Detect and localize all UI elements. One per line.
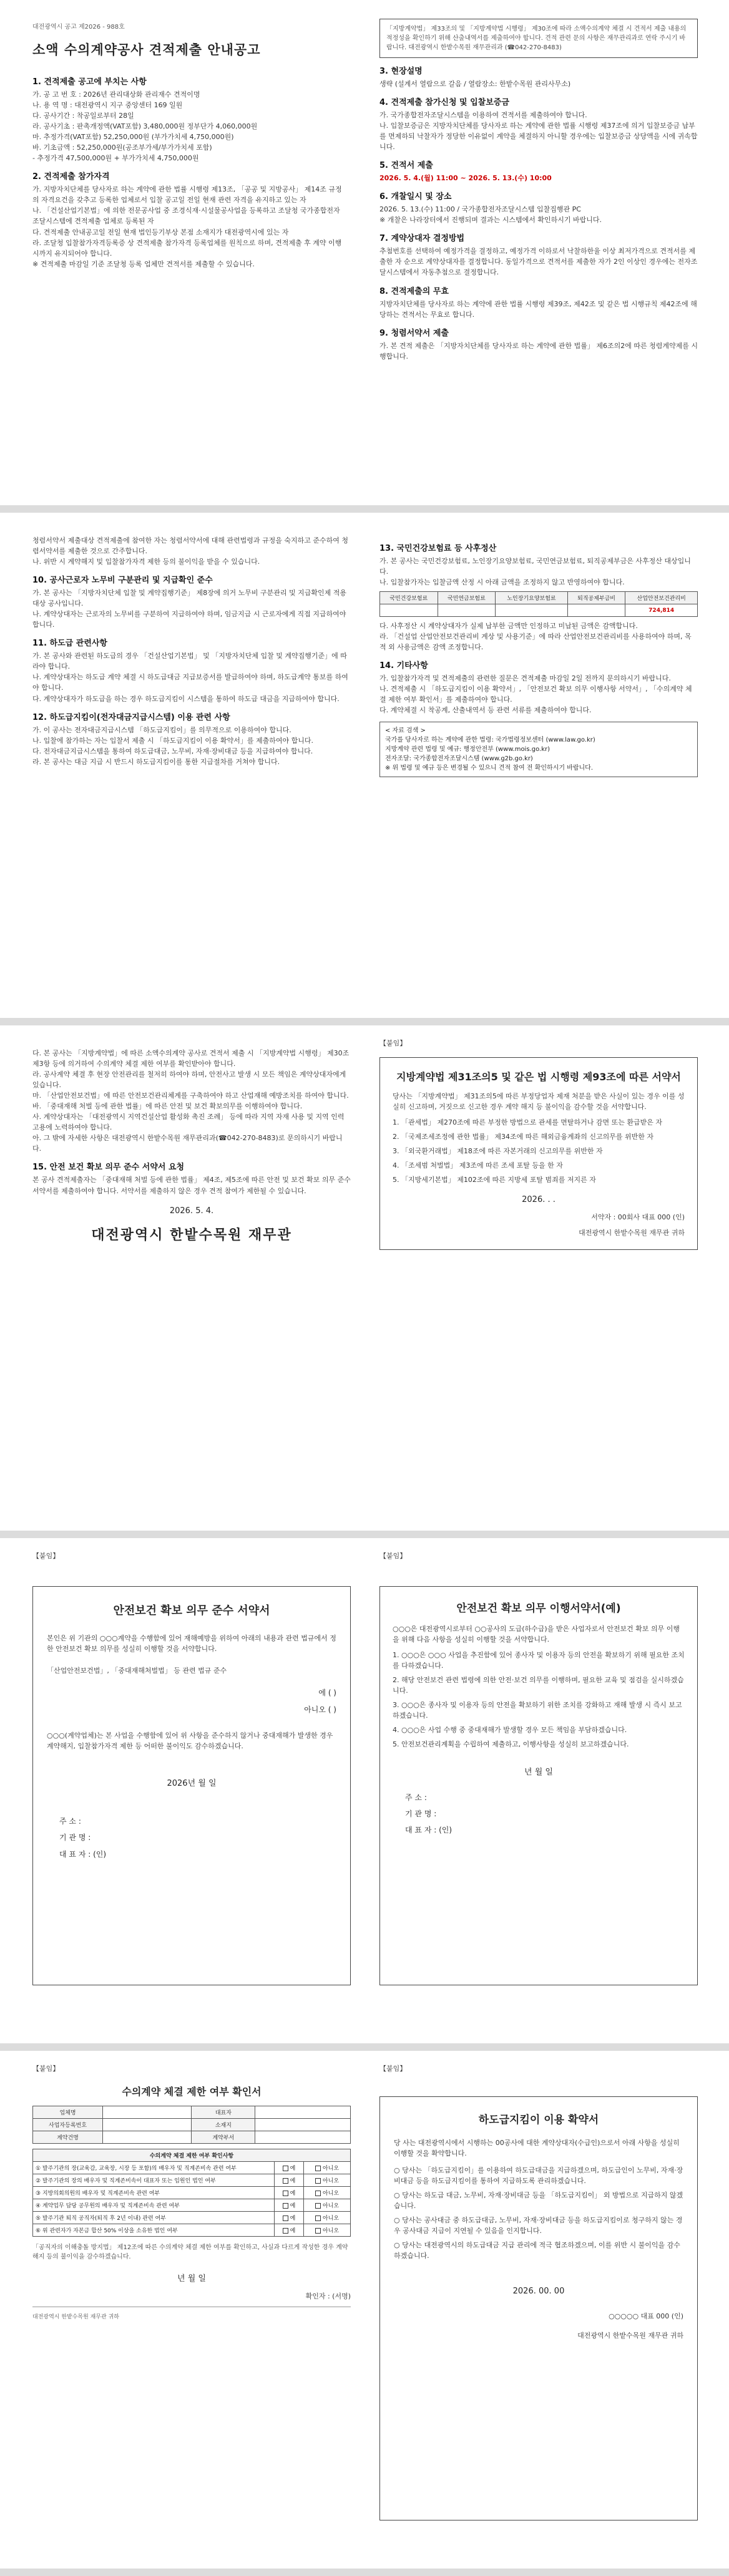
section-3-title: 3. 현장설명 bbox=[379, 67, 423, 76]
table-row bbox=[33, 2162, 351, 2174]
restriction-section-label: 수의계약 체결 제한 여부 확인사항 bbox=[33, 2149, 351, 2162]
section-2-body: 가. 지방자치단체를 당사자로 하는 계약에 관한 법률 시행령 제13조, 「공공 및 지방공사」 제14조 규정의 자격요건을 갖추고 등록한 업체로서 입찰 공고일 전일 현재 관련 자격을 유지하고 있는 자 나. 「건설산업기본법」에 의한 전문공사업 중 조경식재·시설물공사업을 등록하고 조달청 국가종합전자조달시스템에 견적제출 업체로 등록된 자 다. 견적제출 안내공고일 전일 현재 법인등기부상 본점 소재지가 대전광역시에 있는 자 라. 조달청 입찰참가자격등록증 상 견적제출 참가자격 등록업체를 원칙으로 하며, 견적제출 후 계약 이행 시까지 유지되어야 합니다. ※ 견적제출 마감일 기준 조달청 등록 업체만 견적서를 제출할 수 있습니다. bbox=[32, 185, 342, 268]
notice-date: 2026. 5. 4. bbox=[169, 1206, 214, 1216]
page-1 bbox=[0, 0, 729, 505]
checkbox-icon bbox=[283, 2203, 288, 2209]
address-input[interactable] bbox=[255, 2119, 351, 2131]
subcontract-guard-recipient: 대전광역시 한밭수목원 재무관 귀하 bbox=[577, 2331, 683, 2340]
section-6-title: 6. 개찰일시 및 장소 bbox=[379, 192, 452, 202]
contract-restriction-title: 수의계약 체결 제한 여부 확인서 bbox=[122, 2086, 262, 2098]
safety-pledge-intro: 본인은 위 기관의 ○○○계약을 수행함에 있어 재해예방을 위하여 아래의 내용과 관련 법규에서 정한 안전보건 확보 의무를 성실히 이행할 것을 서약합니다. bbox=[47, 1634, 336, 1654]
restriction-check-item: ① 발주기관의 장(교육감, 교육장, 시장 등 포함)의 배우자 및 직계존비속 관련 여부 bbox=[33, 2162, 275, 2174]
attachment-label: 【붙임】 bbox=[379, 1039, 407, 1047]
subcontract-guard-item: ○ 당사는 「하도급지킴이」를 이용하여 하도급대금을 지급하겠으며, 하도급인이 노무비, 자재·장비대금 등을 하도급지킴이를 통하여 지급하도록 관리하겠습니다. bbox=[394, 2166, 683, 2186]
restriction-check-item: ⑥ 위 관련자가 자본금 합산 50% 이상을 소유한 법인 여부 bbox=[33, 2224, 275, 2237]
yes-checkbox[interactable]: 예 bbox=[274, 2187, 303, 2199]
safety-pledge-form bbox=[32, 1586, 351, 1985]
subcontract-guard-item: ○ 당사는 공사대금 중 하도급대금, 노무비, 자재·장비대금 등을 하도급지킴이로 청구하지 않는 경우 공사대금 지급이 지연될 수 있음을 인지합니다. bbox=[394, 2216, 683, 2235]
subcontract-guard-items bbox=[394, 2165, 683, 2261]
page-3 bbox=[0, 1025, 729, 1531]
pledge-item: 5. 「지방세기본법」 제102조에 따른 지방세 포탈 범죄를 저지른 자 bbox=[393, 1176, 596, 1184]
pledge-form-title: 지방계약법 제31조의5 및 같은 법 시행령 제93조에 따른 서약서 bbox=[396, 1071, 681, 1083]
subcontract-guard-date: 2026. 00. 00 bbox=[512, 2286, 565, 2296]
checkbox-icon bbox=[283, 2191, 288, 2196]
restriction-check-item: ⑤ 발주기관 퇴직 공직자(퇴직 후 2년 이내) 관련 여부 bbox=[33, 2212, 275, 2224]
table-row bbox=[33, 2106, 351, 2119]
safety-implementation-form bbox=[379, 1586, 698, 1985]
insurance-cell bbox=[496, 604, 568, 617]
contract-name-input[interactable] bbox=[102, 2131, 192, 2144]
subcontract-guard-title: 하도급지킴이 이용 확약서 bbox=[478, 2114, 599, 2127]
section-14-body: 가. 입찰참가자격 및 견적제출의 관련한 질문은 견적제출 마감일 2일 전까지 문의하시기 바랍니다. 나. 견적제출 시 「하도급지킴이 이용 확약서」, 「안전보건 확보 의무 이행사항 서약서」, 「수의계약 체결 제한 여부 확인서」를 제출하여야 합니다. 다. 계약체결 시 착공계, 산출내역서 등 관련 서류를 제출하여야 합니다. bbox=[379, 674, 692, 715]
section-14-title: 14. 기타사항 bbox=[379, 661, 428, 671]
restriction-check-item: ③ 지방의회의원의 배우자 및 직계존비속 관련 여부 bbox=[33, 2187, 275, 2199]
yes-checkbox[interactable]: 예 bbox=[274, 2212, 303, 2224]
table-row bbox=[33, 2119, 351, 2131]
pledge-item: 1. 「관세법」 제270조에 따른 부정한 방법으로 관세를 면탈하거나 감면 또는 환급받은 자 bbox=[393, 1118, 662, 1127]
submission-period: 2026. 5. 4.(월) 11:00 ~ 2026. 5. 13.(수) 10:00 bbox=[379, 174, 552, 183]
address-label: 소재지 bbox=[192, 2119, 255, 2131]
section-6-body: 2026. 5. 13.(수) 11:00 / 국가종합전자조달시스템 입찰집행관 PC ※ 개찰은 나라장터에서 진행되며 결과는 시스템에서 확인하시기 바랍니다. bbox=[379, 205, 602, 225]
no-checkbox[interactable]: 아니오 bbox=[304, 2174, 351, 2187]
section-5-title: 5. 견적서 제출 bbox=[379, 161, 433, 171]
insurance-col-header: 국민건강보험료 bbox=[380, 592, 438, 604]
page2-left-column bbox=[32, 535, 351, 1009]
table-row bbox=[33, 2224, 351, 2237]
attachment-label: 【붙임】 bbox=[32, 2065, 60, 2073]
page2-right-column bbox=[379, 535, 698, 1009]
checkbox-icon bbox=[315, 2215, 321, 2221]
section-13-title: 13. 국민건강보험료 등 사후정산 bbox=[379, 544, 497, 553]
safety-pledge-title: 안전보건 확보 의무 준수 서약서 bbox=[113, 1604, 270, 1618]
page5-right-column bbox=[379, 2063, 698, 2562]
contract-dept-label: 계약부서 bbox=[192, 2131, 255, 2144]
section-15-title: 15. 안전 보건 확보 의무 준수 서약서 요청 bbox=[32, 1163, 185, 1173]
section-12-title: 12. 하도급지킴이(전자대금지급시스템) 이용 관련 사항 bbox=[32, 712, 230, 722]
company-input[interactable] bbox=[102, 2106, 192, 2119]
section-13-after: 다. 사후정산 시 계약상대자가 실제 납부한 금액만 인정하고 미납된 금액은 감액합니다. 라. 「건설업 산업안전보건관리비 계상 및 사용기준」에 따라 산업안전보건관리비를 사용하여야 하며, 목적 외 사용금액은 감액 조정합니다. bbox=[379, 622, 692, 652]
yes-field[interactable]: 에 ( ) bbox=[318, 1688, 336, 1698]
pledge-date: 2026. . . bbox=[522, 1195, 555, 1205]
checkbox-icon bbox=[315, 2203, 321, 2209]
page1-left-column bbox=[32, 69, 345, 499]
page3-right-column bbox=[379, 1038, 698, 1524]
insurance-cell bbox=[380, 604, 438, 617]
safety-pledge-date: 2026년 월 일 bbox=[167, 1779, 217, 1789]
pledge-form-intro: 당사는 「지방계약법」 제31조의5에 따른 부정당업자 제재 처분을 받은 사실이 있는 경우 이를 성실히 신고하며, 거짓으로 신고한 경우 계약 해지 등 불이익을 감수할 것을 서약합니다. bbox=[393, 1092, 685, 1111]
insurance-table-header-row bbox=[380, 592, 698, 604]
issuing-organization: 대전광역시 한밭수목원 재무관 bbox=[91, 1227, 292, 1243]
safety-implementation-signature: 주 소 : 기 관 명 : 대 표 자 : (인) bbox=[405, 1793, 453, 1835]
contract-dept-input[interactable] bbox=[255, 2131, 351, 2144]
restriction-bottom: 대전광역시 한밭수목원 재무관 귀하 bbox=[32, 2314, 119, 2321]
no-checkbox[interactable]: 아니오 bbox=[304, 2199, 351, 2212]
biz-no-label: 사업자등록번호 bbox=[33, 2119, 103, 2131]
contract-name-label: 계약건명 bbox=[33, 2131, 103, 2144]
no-checkbox[interactable]: 아니오 bbox=[304, 2162, 351, 2174]
insurance-col-header: 산업안전보건관리비 bbox=[625, 592, 698, 604]
subcontract-guard-intro: 당 사는 대전광역시에서 시행하는 00공사에 대한 계약상대자(수급인)으로서 아래 사항을 성실히 이행할 것을 확약합니다. bbox=[394, 2139, 680, 2158]
pledge-form bbox=[379, 1057, 698, 1250]
insurance-table bbox=[379, 591, 698, 617]
restriction-date: 년 월 일 bbox=[177, 2274, 206, 2284]
page-5 bbox=[0, 2051, 729, 2569]
restriction-check-item: ④ 계약업무 담당 공무원의 배우자 및 직계존비속 관련 여부 bbox=[33, 2199, 275, 2212]
checkbox-icon bbox=[315, 2191, 321, 2196]
restriction-check-item: ② 발주기관의 장의 배우자 및 직계존비속이 대표자 또는 임원인 법인 여부 bbox=[33, 2174, 275, 2187]
safety-implementation-item: 1. ○○○은 ○○○ 사업을 추진함에 있어 종사자 및 이용자 등의 안전을 확보하기 위해 필요한 조치를 다하겠습니다. bbox=[393, 1651, 685, 1670]
section-9-body: 가. 본 견적 제출은 「지방자치단체를 당사자로 하는 계약에 관한 법률」 제6조의2에 따른 청렴계약제를 시행합니다. bbox=[379, 341, 698, 361]
section-1-title: 1. 견적제출 공고에 부치는 사항 bbox=[32, 77, 147, 87]
checkbox-icon bbox=[283, 2228, 288, 2234]
insurance-table-row bbox=[380, 604, 698, 617]
section-10-title: 10. 공사근로자 노무비 구분관리 및 지급확인 준수 bbox=[32, 576, 213, 586]
pledge-items bbox=[393, 1117, 685, 1185]
table-row bbox=[33, 2212, 351, 2224]
yes-checkbox[interactable]: 예 bbox=[274, 2162, 303, 2174]
restriction-check-table bbox=[32, 2149, 351, 2237]
page3-body: 다. 본 공사는 「지방계약법」에 따른 소액수의계약 공사로 견적서 제출 시 「지방계약법 시행령」 제30조 제3항 등에 의거하여 수의계약 체결 제한 여부를 확인받아야 합니다. 라. 공사계약 체결 후 현장 안전관리를 철저히 하여야 하며, 안전사고 발생 시 모든 책임은 계약상대자에게 있습니다. 마. 「산업안전보건법」에 따른 안전보건관리체계를 구축하여야 하고 산업재해 예방조치를 하여야 합니다. 바. 「중대재해 처벌 등에 관한 법률」에 따른 안전 및 보건 확보의무를 이행하여야 합니다. 사. 계약상대자는 「대전광역시 지역건설산업 활성화 촉진 조례」 등에 따라 지역 자재 사용 및 지역 인력 고용에 노력하여야 합니다. 아. 그 밖에 자세한 사항은 대전광역시 한밭수목원 재무관리과(☎042-270-8483)로 문의하시기 바랍니다. bbox=[32, 1049, 350, 1153]
pledge-recipient: 대전광역시 한밭수목원 재무관 귀하 bbox=[579, 1229, 685, 1237]
section-11-body: 가. 본 공사와 관련된 하도급의 경우 「건설산업기본법」 및 「지방자치단체 입찰 및 계약집행기준」에 따라야 합니다. 나. 계약상대자는 하도급 계약 체결 시 하도급대금 지급보증서를 발급하여야 하며, 하도급계약 통보를 하여야 합니다. 다. 계약상대자가 하도급을 하는 경우 하도급지킴이 시스템을 통하여 하도급 대금을 지급하여야 합니다. bbox=[32, 652, 348, 703]
insurance-col-header: 노인장기요양보험료 bbox=[496, 592, 568, 604]
reference-guide-box: < 자료 검색 > 국가를 당사자로 하는 계약에 관한 법령: 국가법령정보센터 (www.law.go.kr) 지방계약 관련 법령 및 예규: 행정안전부 (www.mois.go.kr) 전자조달: 국가종합전자조달시스템 (www.g2b.go.kr) ※ 위 법령 및 예규 등은 변경될 수 있으니 견적 참여 전 확인하시기 바랍니다. bbox=[379, 722, 698, 777]
page4-right-column bbox=[379, 1551, 698, 2037]
subcontract-guard-signer: ○○○○○ 대표 000 (인) bbox=[609, 2312, 683, 2320]
no-checkbox[interactable]: 아니오 bbox=[304, 2212, 351, 2224]
safety-implementation-items bbox=[393, 1650, 685, 1750]
table-row bbox=[33, 2174, 351, 2187]
section-8-title: 8. 견적제출의 무효 bbox=[379, 286, 449, 296]
checkbox-icon bbox=[315, 2178, 321, 2184]
safety-pledge-body: ○○○(계약업체)는 본 사업을 수행함에 있어 위 사항을 준수하지 않거나 중대재해가 발생한 경우 계약해지, 입찰참가자격 제한 등 어떠한 불이익도 감수하겠습니다. bbox=[47, 1731, 333, 1751]
section-11-title: 11. 하도급 관련사항 bbox=[32, 639, 107, 649]
pledge-signer: 서약자 : 00회사 대표 000 (인) bbox=[591, 1213, 685, 1222]
section-13-body: 가. 본 공사는 국민건강보험료, 노인장기요양보험료, 국민연금보험료, 퇴직공제부금은 사후정산 대상입니다. 나. 입찰참가자는 입찰금액 산정 시 아래 금액을 조정하지 않고 반영하여야 합니다. bbox=[379, 557, 691, 587]
checkbox-icon bbox=[283, 2215, 288, 2221]
checkbox-icon bbox=[315, 2166, 321, 2171]
pledge-item: 2. 「국제조세조정에 관한 법률」 제34조에 따른 해외금융계좌의 신고의무를 위반한 자 bbox=[393, 1133, 653, 1141]
safety-pledge-item: 「산업안전보건법」, 「중대재해처벌법」 등 관련 법규 준수 bbox=[47, 1667, 227, 1675]
checkbox-icon bbox=[283, 2178, 288, 2184]
notice-box: 「지방계약법」 제33조의 및 「지방계약법 시행령」 제30조에 따라 소액수의계약 체결 시 견적서 제출 내용의 적정성을 확인하기 위해 산출내역서를 제출하여야 합니다. 견적 관련 문의 사항은 재무관리과로 연락 주시기 바랍니다. 대전광역시 한밭수목원 재무관리과 (☎042-270-8483) bbox=[379, 19, 698, 58]
restriction-footnote: 「공직자의 이해충돌 방지법」 제12조에 따른 수의계약 체결 제한 여부를 확인하고, 사실과 다르게 작성한 경우 계약해지 등의 불이익을 감수하겠습니다. bbox=[32, 2244, 348, 2261]
no-field[interactable]: 아니오 ( ) bbox=[304, 1705, 336, 1714]
table-row bbox=[33, 2131, 351, 2144]
attachment-label: 【붙임】 bbox=[379, 1552, 407, 1560]
page4-left-column bbox=[32, 1551, 351, 2037]
contractor-info-table bbox=[32, 2106, 351, 2144]
subcontract-guard-item: ○ 당사는 하도급 대금, 노무비, 자재·장비대금 등을 「하도급지킴이」 외 방법으로 지급하지 않겠습니다. bbox=[394, 2191, 683, 2210]
section-4-title: 4. 견적제출 참가신청 및 입찰보증금 bbox=[379, 98, 509, 108]
section-2-title: 2. 견적제출 참가자격 bbox=[32, 172, 110, 182]
no-checkbox[interactable]: 아니오 bbox=[304, 2224, 351, 2237]
section-4-body: 가. 국가종합전자조달시스템을 이용하여 견적서를 제출하여야 합니다. 나. 입찰보증금은 지방자치단체를 당사자로 하는 계약에 관한 법률 시행령 제37조에 의거 입찰보증금 납부를 면제하되 낙찰자가 정당한 이유없이 계약을 체결하지 아니할 경우에는 입찰보증금 상당액을 시에 귀속합니다. bbox=[379, 111, 698, 152]
section-10-body: 가. 본 공사는 「지방자치단체 입찰 및 계약집행기준」 제8장에 의거 노무비 구분관리 및 지급확인제 적용대상 공사입니다. 나. 계약상대자는 근로자의 노무비를 구분하여 지급하여야 하며, 임금지급 시 근로자에게 직접 지급하여야 합니다. bbox=[32, 589, 346, 629]
safety-cost-cell: 724,814 bbox=[625, 604, 698, 617]
safety-pledge-signature: 주 소 : 기 관 명 : 대 표 자 : (인) bbox=[59, 1817, 107, 1859]
section-7-title: 7. 계약상대자 결정방법 bbox=[379, 234, 465, 244]
section-12-body: 가. 이 공사는 전자대금지급시스템 「하도급지킴이」를 의무적으로 이용하여야 합니다. 나. 입찰에 참가하는 자는 입찰서 제출 시 「하도급지킴이 이용 확약서」를 제출하여야 합니다. 다. 전자대금지급시스템을 통하여 하도급대금, 노무비, 자재·장비대금 등을 지급하여야 합니다. 라. 본 공사는 대금 지급 시 반드시 하도급지킴이를 통한 지급절차를 거쳐야 합니다. bbox=[32, 725, 313, 766]
insurance-cell bbox=[567, 604, 625, 617]
table-row bbox=[33, 2149, 351, 2162]
ceo-label: 대표자 bbox=[192, 2106, 255, 2119]
attachment-label: 【붙임】 bbox=[32, 1552, 60, 1560]
section-7-body: 추첨번호를 선택하여 예정가격을 결정하고, 예정가격 이하로서 낙찰하한율 이상 최저가격으로 견적서를 제출한 자 순으로 계약상대자를 결정합니다. 동일가격으로 견적서를 제출한 자가 2인 이상인 경우에는 전자조달시스템에서 자동추첨으로 결정합니다. bbox=[379, 247, 698, 277]
insurance-cell bbox=[438, 604, 496, 617]
notice-title: 소액 수의계약공사 견적제출 안내공고 bbox=[32, 42, 261, 57]
pledge-intro: 청렴서약서 제출대상 견적제출에 참여한 자는 청렴서약서에 대해 관련법령과 규정을 숙지하고 준수하여 청렴서약서를 제출한 것으로 간주합니다. 나. 위반 시 계약해지 및 입찰참가자격 제한 등의 불이익을 받을 수 있습니다. bbox=[32, 536, 349, 566]
pledge-item: 3. 「외국환거래법」 제18조에 따른 자본거래의 신고의무를 위반한 자 bbox=[393, 1147, 603, 1156]
subcontract-guard-form bbox=[379, 2096, 698, 2520]
section-3-body: 생략 (설계서 열람으로 갈음 / 열람장소: 한밭수목원 관리사무소) bbox=[379, 80, 571, 88]
yes-checkbox[interactable]: 예 bbox=[274, 2174, 303, 2187]
safety-implementation-item: 3. ○○○은 종사자 및 이용자 등의 안전을 확보하기 위한 조치를 강화하고 재해 발생 시 즉시 보고하겠습니다. bbox=[393, 1701, 682, 1720]
checkbox-icon bbox=[283, 2166, 288, 2171]
yes-checkbox[interactable]: 예 bbox=[274, 2224, 303, 2237]
safety-implementation-item: 5. 안전보건관리계획을 수립하여 제출하고, 이행사항을 성실히 보고하겠습니다. bbox=[393, 1740, 629, 1749]
insurance-col-header: 퇴직공제부금비 bbox=[567, 592, 625, 604]
yes-checkbox[interactable]: 예 bbox=[274, 2199, 303, 2212]
attachment-label: 【붙임】 bbox=[379, 2065, 407, 2073]
company-label: 업체명 bbox=[33, 2106, 103, 2119]
restriction-signer: 확인자 : (서명) bbox=[305, 2292, 351, 2301]
biz-no-input[interactable] bbox=[102, 2119, 192, 2131]
section-9-title: 9. 청렴서약서 제출 bbox=[379, 328, 449, 338]
page5-left-column bbox=[32, 2063, 351, 2562]
safety-implementation-intro: ○○○은 대전광역시로부터 ○○공사의 도급(하수급)을 받은 사업자로서 안전보건 확보 의무 이행을 위해 다음 사항을 성실히 이행할 것을 서약합니다. bbox=[393, 1625, 680, 1644]
section-15-body: 본 공사 견적제출자는 「중대재해 처벌 등에 관한 법률」 제4조, 제5조에 따른 안전 및 보건 확보 의무 준수 서약서를 제출하여야 합니다. 서약서를 제출하지 않은 경우 견적 참여가 제한될 수 있습니다. bbox=[32, 1176, 351, 1195]
table-row bbox=[33, 2199, 351, 2212]
section-1-body: 가. 공 고 번 호 : 2026년 관리대상화 관리재수 견적이명 나. 용 역 명 : 대전광역시 지구 중앙센터 169 일원 다. 공사기간 : 착공일로부터 28일 라. 공사기초 : 판촉개정액(VAT포함) 3,480,000원 정부단가 4,060,000원 마. 추정가격(VAT포함) 52,250,000원 (부가가치세 4,750,000원) 바. 기초금액 : 52,250,000원(공조부가세/부가가치세 포함) - 추정가격 47,500,000원 + 부가가치세 4,750,000원 bbox=[32, 90, 258, 163]
page1-right-column bbox=[379, 19, 698, 499]
page-4 bbox=[0, 1538, 729, 2043]
subcontract-guard-item: ○ 당사는 대전광역시의 하도급대금 지급 관리에 적극 협조하겠으며, 이를 위반 시 불이익을 감수하겠습니다. bbox=[394, 2241, 680, 2260]
page-2 bbox=[0, 513, 729, 1018]
ceo-input[interactable] bbox=[255, 2106, 351, 2119]
checkbox-icon bbox=[315, 2228, 321, 2234]
table-row bbox=[33, 2187, 351, 2199]
safety-implementation-item: 2. 해당 안전보건 관련 법령에 의한 안전·보건 의무를 이행하며, 필요한 교육 및 점검을 실시하겠습니다. bbox=[393, 1676, 684, 1695]
safety-implementation-date: 년 월 일 bbox=[524, 1767, 553, 1777]
section-8-body: 지방자치단체를 당사자로 하는 계약에 관한 법률 시행령 제39조, 제42조 및 같은 법 시행규칙 제42조에 해당하는 견적서는 무효로 합니다. bbox=[379, 299, 697, 319]
no-checkbox[interactable]: 아니오 bbox=[304, 2187, 351, 2199]
safety-implementation-item: 4. ○○○은 사업 수행 중 중대재해가 발생할 경우 모든 책임을 부담하겠습니다. bbox=[393, 1726, 627, 1735]
notice-number: 대전광역시 공고 제2026 - 988호 bbox=[32, 24, 125, 31]
page3-left-column bbox=[32, 1048, 351, 1522]
insurance-col-header: 국민연금보험료 bbox=[438, 592, 496, 604]
pledge-item: 4. 「조세범 처벌법」 제3조에 따른 조세 포탈 등을 한 자 bbox=[393, 1161, 563, 1170]
safety-implementation-title: 안전보건 확보 의무 이행서약서(예) bbox=[456, 1602, 621, 1615]
